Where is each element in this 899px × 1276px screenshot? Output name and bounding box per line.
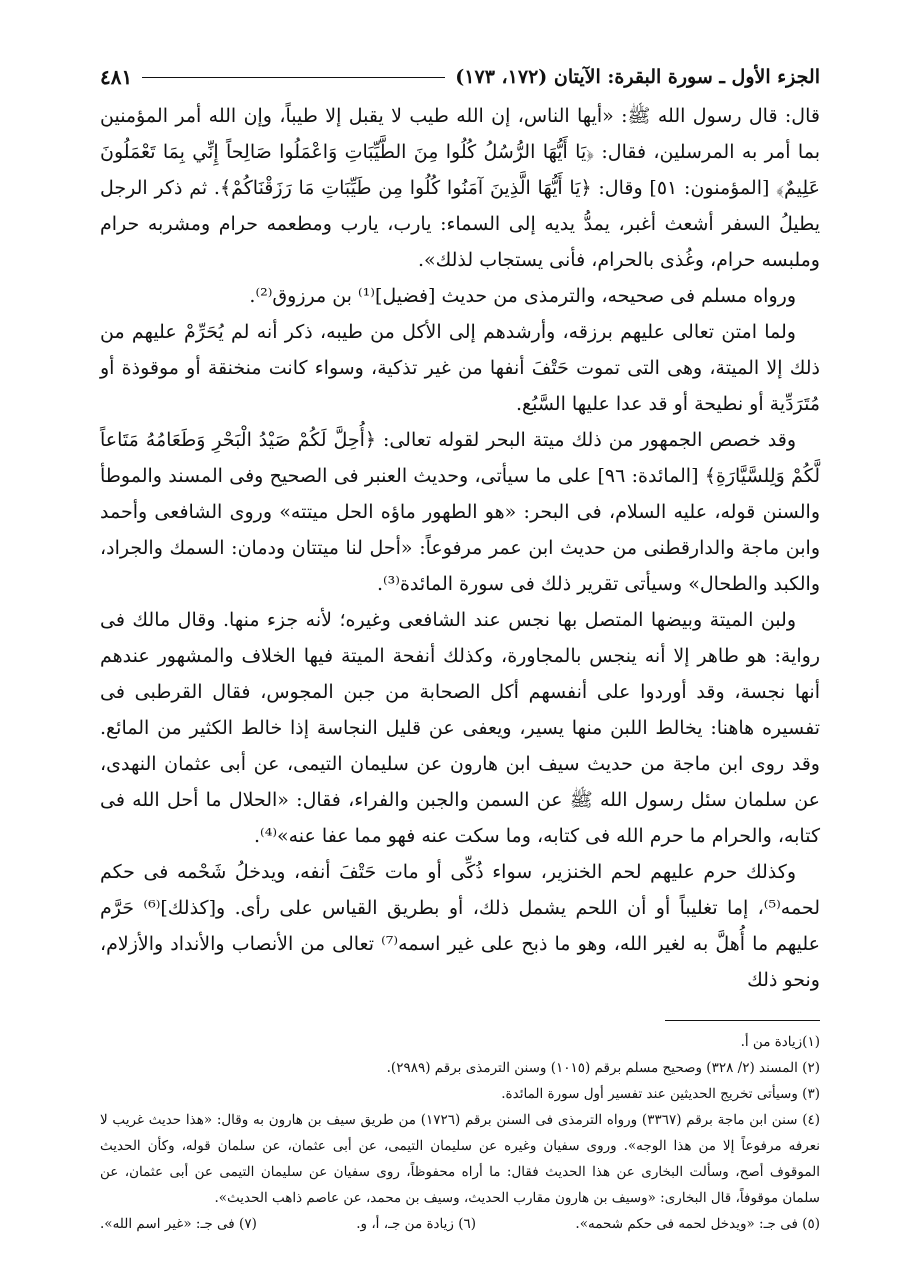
footnote-5: (٥) فى جـ: «ويدخل لحمه فى حكم شحمه». <box>575 1216 820 1232</box>
footnote-2: (٢) المسند (٢/ ٣٢٨) وصحيح مسلم برقم (١٠١٥) وسنن الترمذى برقم (٢٩٨٩). <box>386 1060 820 1076</box>
header-title: الجزء الأول ـ سورة البقرة: الآيتان (١٧٢، ١٧٣) <box>455 66 820 88</box>
paragraph-dead-animal: ولما امتن تعالى عليهم برزقه، وأرشدهم إلى الأكل من طيبه، ذكر أنه لم يُحَرِّمْ عليهم من ذلك إلا الميتة، وهى التى تموت حَتْفَ أنفها من غير تذكية، وسواء كانت منخنقة أو موقوذة أو مُتَرَدِّية أو نطيحة أو قد عدا عليها السَّبُع. <box>100 321 820 415</box>
footnote-3: (٣) وسيأتى تخريج الحديثين عند تفسير أول سورة المائدة. <box>501 1086 820 1102</box>
paragraph-hadith: قال: قال رسول الله ﷺ: «أيها الناس، إن الله طيب لا يقبل إلا طيباً، وإن الله أمر المؤمنين بما أمر به المرسلين، فقال: ﴿يَا أَيُّهَا الرُّسُلُ كُلُوا مِنَ الطَّيِّبَاتِ وَاعْمَلُوا صَالِحاً إِنِّي بِمَا تَعْمَلُونَ عَلِيمٌ﴾ [المؤمنون: ٥١] وقال: ﴿يَا أَيُّهَا الَّذِينَ آمَنُوا كُلُوا مِن طَيِّبَاتِ مَا رَزَقْنَاكُمْ﴾. ثم ذكر الرجل يطيلُ السفر أشعث أغبر، يمدُّ يديه إلى السماء: يارب، يارب ومطعمه حرام ومشربه حرام وملبسه حرام، وغُذى بالحرام، فأنى يستجاب لذلك». <box>100 105 820 271</box>
running-header <box>100 60 820 94</box>
header-rule <box>142 77 445 78</box>
footnote-6: (٦) زيادة من جـ، أ، و. <box>356 1216 477 1232</box>
page-number: ٤٨١ <box>100 65 133 89</box>
footnote-4: (٤) سنن ابن ماجة برقم (٣٣٦٧) ورواه الترمذى فى السنن برقم (١٧٢٦) من طريق سيف بن هارون به وقال: «هذا حديث غريب لا نعرفه مرفوعاً إلا من هذا الوجه». وروى سفيان وغيره عن سليمان التيمى، عن أبى عثمان، عن سلمان قوله، وكأن الحديث الموقوف أصح، وسألت البخارى عن هذا الحديث فقال: ما أراه محفوظاً، روى سفيان عن سليمان التيمى عن أبى عثمان، عن سلمان موقوفاً، قال البخارى: «وسيف بن هارون مقارب الحديث، وسيف بن محمد، عن عاصم ذاهب الحديث». <box>100 1112 821 1206</box>
paragraph-pork: وكذلك حرم عليهم لحم الخنزير، سواء ذُكِّى أو مات حَتْفَ أنفه، ويدخلُ شَحْمه فى حكم لحمه⁽⁵⁾، إما تغليباً أو أن اللحم يشمل ذلك، أو بطريق القياس على رأى. و[كذلك]⁽⁶⁾ حَرَّم عليهم ما أُهلَّ به لغير الله، وهو ما ذبح على غير اسمه⁽⁷⁾ تعالى من الأنصاب والأنداد والأزلام، ونحو ذلك <box>100 861 820 991</box>
footnote-7: (٧) فى جـ: «غير اسم الله». <box>100 1216 257 1232</box>
footnote-row-5-7 <box>100 1211 820 1237</box>
page <box>100 60 820 1237</box>
paragraph-narration: ورواه مسلم فى صحيحه، والترمذى من حديث [فضيل]⁽¹⁾ بن مرزوق⁽²⁾. <box>249 285 796 307</box>
body-text <box>100 98 820 998</box>
paragraph-sea-carrion: وقد خصص الجمهور من ذلك ميتة البحر لقوله تعالى: ﴿أُحِلَّ لَكُمْ صَيْدُ الْبَحْرِ وَطَعَامُهُ مَتَاعاً لَّكُمْ وَلِلسَّيَّارَةِ﴾ [المائدة: ٩٦] على ما سيأتى، وحديث العنبر فى الصحيح وفى المسند والموطأ والسنن قوله، عليه السلام، فى البحر: «هو الطهور ماؤه الحل ميتته» وروى الشافعى وأحمد وابن ماجة والدارقطنى من حديث ابن عمر مرفوعاً: «أحل لنا ميتتان ودمان: السمك والجراد، والكبد والطحال» وسيأتى تقرير ذلك فى سورة المائدة⁽³⁾. <box>100 429 821 595</box>
footnote-separator <box>665 1020 820 1021</box>
footnotes <box>100 1029 820 1237</box>
paragraph-milk-eggs: ولبن الميتة وبيضها المتصل بها نجس عند الشافعى وغيره؛ لأنه جزء منها. وقال مالك فى رواية: هو طاهر إلا أنه ينجس بالمجاورة، وكذلك أنفحة الميتة فيها الخلاف والمشهور عندهم أنها نجسة، وقد أوردوا على أنفسهم أكل الصحابة من جبن المجوس، فقال القرطبى فى تفسيره هاهنا: يخالط اللبن منها يسير، ويعفى عن قليل النجاسة إذا خالط الكثير من المائع. وقد روى ابن ماجة من حديث سيف ابن هارون عن سليمان التيمى، عن أبى عثمان النهدى، عن سلمان سئل رسول الله ﷺ عن السمن والجبن والفراء، فقال: «الحلال ما أحل الله فى كتابه، والحرام ما حرم الله فى كتابه، وما سكت عنه فهو مما عفا عنه»⁽⁴⁾. <box>100 609 820 847</box>
footnote-1: (١)زيادة من أ. <box>740 1034 820 1050</box>
